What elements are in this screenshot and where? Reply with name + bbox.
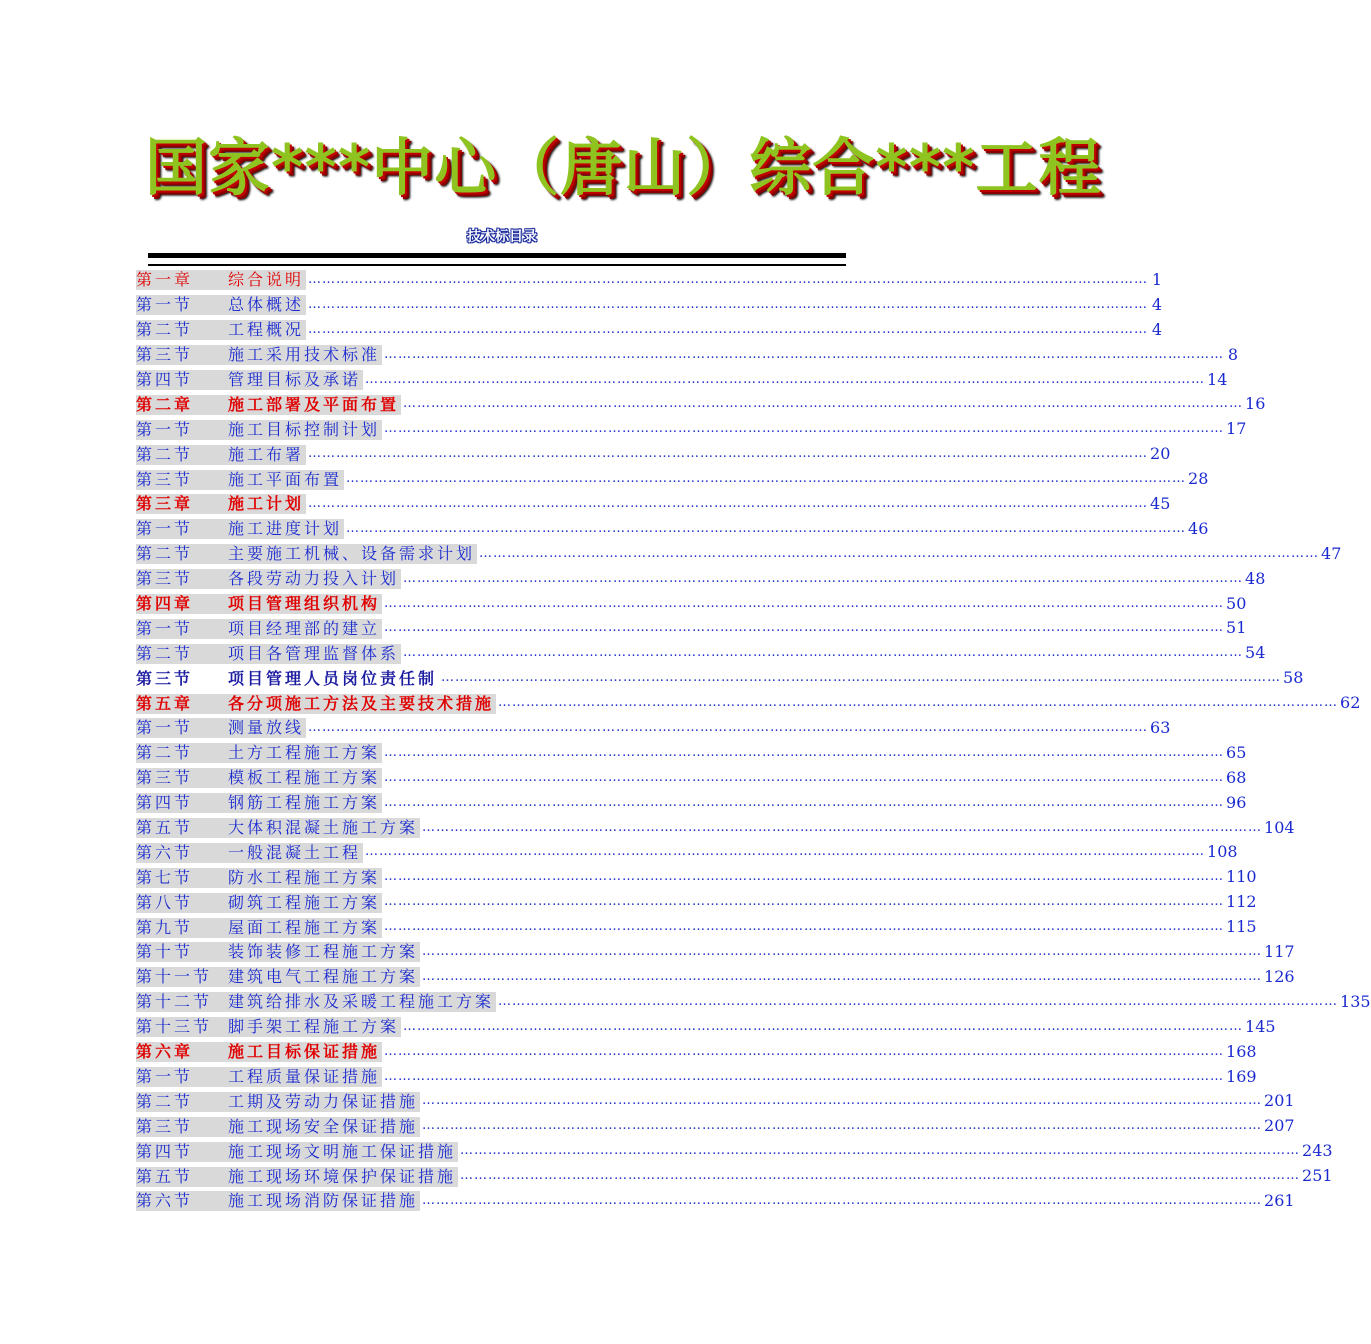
- toc-entry-number: 第三节: [136, 768, 194, 788]
- toc-page-number: 65: [1226, 742, 1247, 762]
- toc-page-number: 47: [1321, 543, 1342, 563]
- toc-entry-text: 施工部署及平面布置: [228, 394, 400, 414]
- toc-entry-text: 防水工程施工方案: [228, 867, 381, 887]
- toc-entry-label: [136, 1092, 420, 1112]
- toc-entry-label: [136, 1191, 420, 1211]
- toc-section-row[interactable]: [136, 1139, 1333, 1164]
- toc-page-number: 126: [1264, 966, 1295, 986]
- toc-page-number: 68: [1226, 767, 1247, 787]
- toc-leader-dots: ………………………………………………………………………………………………………………………………………………………………: [403, 1018, 1244, 1034]
- toc-section-row[interactable]: [136, 542, 1342, 567]
- toc-page-number: 135: [1340, 991, 1371, 1011]
- toc-entry-label: [136, 619, 382, 639]
- toc-section-row[interactable]: [136, 791, 1247, 816]
- toc-entry-label: [136, 942, 420, 962]
- toc-section-row[interactable]: [136, 343, 1239, 368]
- toc-entry-text: 项目管理组织机构: [228, 594, 381, 614]
- toc-entry-label: [136, 718, 306, 738]
- toc-leader-dots: ………………………………………………………………………………………………………………………………………………………………: [403, 570, 1244, 586]
- toc-page-number: 108: [1207, 842, 1238, 862]
- toc-leader-dots: ………………………………………………………………………………………………………………………………………………………………: [498, 993, 1339, 1009]
- toc-leader-dots: ………………………………………………………………………………………………………………………………………………………………: [422, 1118, 1263, 1134]
- toc-page-number: 207: [1264, 1116, 1295, 1136]
- toc-entry-number: 第五节: [136, 1166, 194, 1186]
- toc-entry-label: [136, 918, 382, 938]
- toc-section-row[interactable]: [136, 467, 1209, 492]
- toc-entry-label: [136, 544, 477, 564]
- toc-leader-dots: ………………………………………………………………………………………………………………………………………………………………: [460, 1143, 1301, 1159]
- toc-page-number: 243: [1302, 1141, 1333, 1161]
- toc-chapter-row[interactable]: [136, 691, 1361, 716]
- toc-entry-text: 模板工程施工方案: [228, 768, 381, 788]
- toc-entry-label: [136, 694, 496, 714]
- toc-entry-text: 钢筋工程施工方案: [228, 793, 381, 813]
- toc-page-number: 28: [1188, 469, 1209, 489]
- toc-entry-text: 屋面工程施工方案: [228, 917, 381, 937]
- toc-section-row[interactable]: [136, 741, 1247, 766]
- toc-entry-text: 项目经理部的建立: [228, 618, 381, 638]
- table-of-contents: [136, 268, 1371, 1214]
- toc-section-row[interactable]: [136, 865, 1257, 890]
- toc-page-number: 115: [1226, 917, 1257, 937]
- toc-leader-dots: ………………………………………………………………………………………………………………………………………………………………: [308, 321, 1149, 337]
- toc-section-row[interactable]: [136, 840, 1238, 865]
- toc-entry-number: 第一节: [136, 519, 194, 539]
- toc-page-number: 112: [1226, 892, 1257, 912]
- toc-entry-label: [136, 320, 306, 340]
- toc-entry-number: 第十节: [136, 942, 194, 962]
- toc-leader-dots: ………………………………………………………………………………………………………………………………………………………………: [403, 396, 1244, 412]
- toc-page-number: 58: [1283, 668, 1304, 688]
- header-rule-thin: [148, 264, 846, 266]
- toc-entry-label: [136, 395, 401, 415]
- toc-entry-label: [136, 295, 306, 315]
- toc-entry-number: 第十二节: [136, 992, 213, 1012]
- toc-entry-text: 工程质量保证措施: [228, 1066, 381, 1086]
- toc-entry-label: [136, 843, 363, 863]
- toc-page-number: 54: [1245, 643, 1266, 663]
- toc-leader-dots: ………………………………………………………………………………………………………………………………………………………………: [384, 769, 1225, 785]
- toc-page-number: 145: [1245, 1016, 1276, 1036]
- toc-section-row[interactable]: [136, 1114, 1295, 1139]
- toc-entry-number: 第五章: [136, 693, 194, 713]
- toc-entry-number: 第一节: [136, 419, 194, 439]
- toc-section-row[interactable]: [136, 990, 1371, 1015]
- toc-chapter-row[interactable]: [136, 268, 1163, 293]
- toc-entry-number: 第六节: [136, 1191, 194, 1211]
- toc-entry-text: 建筑给排水及采暖工程施工方案: [228, 992, 495, 1012]
- toc-entry-number: 第五节: [136, 818, 194, 838]
- toc-entry-text: 施工计划: [228, 494, 305, 514]
- toc-entry-number: 第二节: [136, 320, 194, 340]
- toc-leader-dots: ………………………………………………………………………………………………………………………………………………………………: [365, 844, 1206, 860]
- toc-section-row[interactable]: [136, 766, 1247, 791]
- toc-leader-dots: ………………………………………………………………………………………………………………………………………………………………: [403, 645, 1244, 661]
- toc-leader-dots: ………………………………………………………………………………………………………………………………………………………………: [384, 869, 1225, 885]
- toc-entry-text: 施工现场环境保护保证措施: [228, 1166, 457, 1186]
- toc-section-row[interactable]: [136, 1015, 1276, 1040]
- toc-entry-number: 第一节: [136, 295, 194, 315]
- toc-entry-number: 第十三节: [136, 1017, 213, 1037]
- toc-leader-dots: ………………………………………………………………………………………………………………………………………………………………: [384, 1043, 1225, 1059]
- toc-entry-text: 施工采用技术标准: [228, 345, 381, 365]
- toc-entry-number: 第一节: [136, 1066, 194, 1086]
- toc-entry-number: 第四章: [136, 594, 194, 614]
- toc-entry-text: 施工布署: [228, 444, 305, 464]
- toc-entry-label: [136, 793, 382, 813]
- toc-leader-dots: ………………………………………………………………………………………………………………………………………………………………: [308, 272, 1149, 287]
- toc-entry-label: [136, 1067, 382, 1087]
- toc-section-row[interactable]: [136, 293, 1163, 318]
- toc-leader-dots: ………………………………………………………………………………………………………………………………………………………………: [384, 620, 1225, 636]
- toc-entry-number: 第二章: [136, 394, 194, 414]
- toc-section-row[interactable]: [136, 1164, 1333, 1189]
- toc-entry-number: 第二节: [136, 1091, 194, 1111]
- toc-leader-dots: ………………………………………………………………………………………………………………………………………………………………: [384, 919, 1225, 935]
- toc-page-number: 51: [1226, 618, 1247, 638]
- toc-leader-dots: ………………………………………………………………………………………………………………………………………………………………: [308, 720, 1149, 736]
- toc-page-number: 16: [1245, 394, 1266, 414]
- toc-chapter-row[interactable]: [136, 1040, 1257, 1065]
- toc-entry-label: [136, 1117, 420, 1137]
- toc-entry-label: [136, 594, 382, 614]
- toc-page-number: 4: [1151, 294, 1163, 314]
- toc-section-row[interactable]: [136, 517, 1209, 542]
- toc-page-number: 48: [1245, 568, 1266, 588]
- toc-leader-dots: ………………………………………………………………………………………………………………………………………………………………: [479, 545, 1320, 561]
- toc-entry-label: [136, 370, 363, 390]
- toc-entry-number: 第二节: [136, 743, 194, 763]
- toc-entry-number: 第三节: [136, 345, 194, 365]
- toc-section-row[interactable]: [136, 716, 1171, 741]
- toc-entry-text: 综合说明: [228, 270, 305, 290]
- toc-entry-text: 装饰装修工程施工方案: [228, 942, 419, 962]
- toc-entry-label: [136, 644, 401, 664]
- toc-leader-dots: ………………………………………………………………………………………………………………………………………………………………: [422, 968, 1263, 984]
- toc-leader-dots: ………………………………………………………………………………………………………………………………………………………………: [308, 496, 1149, 512]
- document-subtitle: 技术标目录: [467, 229, 537, 245]
- toc-entry-text: 工期及劳动力保证措施: [228, 1091, 419, 1111]
- toc-entry-label: [136, 470, 344, 490]
- toc-entry-number: 第九节: [136, 917, 194, 937]
- toc-entry-text: 施工目标控制计划: [228, 419, 381, 439]
- toc-leader-dots: ………………………………………………………………………………………………………………………………………………………………: [384, 595, 1225, 611]
- toc-section-row[interactable]: [136, 1189, 1295, 1214]
- toc-page-number: 62: [1340, 693, 1361, 713]
- toc-entry-number: 第三节: [136, 569, 194, 589]
- toc-page-number: 1: [1151, 270, 1163, 289]
- toc-section-row[interactable]: [136, 816, 1295, 841]
- toc-entry-text: 施工现场文明施工保证措施: [228, 1141, 457, 1161]
- toc-page-number: 63: [1150, 718, 1171, 738]
- toc-entry-label: [136, 494, 306, 514]
- toc-entry-label: [136, 1042, 382, 1062]
- toc-entry-number: 第四节: [136, 1141, 194, 1161]
- toc-entry-text: 各段劳动力投入计划: [228, 569, 400, 589]
- toc-section-row[interactable]: [136, 965, 1295, 990]
- toc-entry-number: 第二节: [136, 444, 194, 464]
- toc-leader-dots: ………………………………………………………………………………………………………………………………………………………………: [384, 894, 1225, 910]
- toc-entry-label: [136, 569, 401, 589]
- toc-section-row[interactable]: [136, 915, 1257, 940]
- toc-leader-dots: ………………………………………………………………………………………………………………………………………………………………: [384, 744, 1225, 760]
- toc-entry-text: 砌筑工程施工方案: [228, 892, 381, 912]
- toc-entry-text: 土方工程施工方案: [228, 743, 381, 763]
- toc-entry-number: 第七节: [136, 867, 194, 887]
- toc-entry-label: [136, 420, 382, 440]
- toc-page-number: 50: [1226, 593, 1247, 613]
- toc-entry-text: 工程概况: [228, 320, 305, 340]
- toc-leader-dots: ………………………………………………………………………………………………………………………………………………………………: [422, 1093, 1263, 1109]
- toc-entry-label: [136, 992, 496, 1012]
- toc-leader-dots: ………………………………………………………………………………………………………………………………………………………………: [384, 1068, 1225, 1084]
- toc-leader-dots: ………………………………………………………………………………………………………………………………………………………………: [422, 1192, 1263, 1208]
- toc-entry-text: 一般混凝土工程: [228, 842, 362, 862]
- toc-entry-number: 第八节: [136, 892, 194, 912]
- toc-entry-text: 项目管理人员岗位责任制: [228, 668, 438, 688]
- toc-leader-dots: ………………………………………………………………………………………………………………………………………………………………: [460, 1168, 1301, 1184]
- toc-entry-label: [136, 743, 382, 763]
- toc-entry-label: [136, 1142, 458, 1162]
- toc-entry-text: 管理目标及承诺: [228, 370, 362, 389]
- toc-page-number: 110: [1226, 867, 1257, 887]
- toc-entry-text: 建筑电气工程施工方案: [228, 967, 419, 987]
- toc-page-number: 201: [1264, 1091, 1295, 1111]
- toc-entry-number: 第二节: [136, 544, 194, 564]
- toc-entry-text: 施工进度计划: [228, 519, 343, 539]
- toc-entry-number: 第三节: [136, 668, 194, 688]
- toc-page-number: 45: [1150, 494, 1171, 514]
- toc-section-row[interactable]: [136, 1065, 1257, 1090]
- toc-entry-text: 施工现场安全保证措施: [228, 1116, 419, 1136]
- toc-section-row[interactable]: [136, 442, 1171, 467]
- toc-entry-label: [136, 868, 382, 888]
- toc-section-row[interactable]: [136, 1089, 1295, 1114]
- toc-entry-number: 第六章: [136, 1042, 194, 1062]
- toc-page-number: 169: [1226, 1066, 1257, 1086]
- toc-entry-label: [136, 1167, 458, 1187]
- toc-page-number: 104: [1264, 817, 1295, 837]
- toc-entry-label: [136, 669, 439, 689]
- toc-entry-text: 施工现场消防保证措施: [228, 1191, 419, 1211]
- toc-entry-label: [136, 519, 344, 539]
- toc-chapter-row[interactable]: [136, 492, 1171, 517]
- toc-entry-number: 第一章: [136, 270, 194, 290]
- toc-entry-label: [136, 445, 306, 465]
- toc-page-number: 261: [1264, 1190, 1295, 1210]
- toc-entry-label: [136, 967, 420, 987]
- toc-leader-dots: ………………………………………………………………………………………………………………………………………………………………: [422, 944, 1263, 960]
- toc-section-row[interactable]: [136, 417, 1247, 442]
- toc-section-row[interactable]: [136, 641, 1266, 666]
- toc-leader-dots: ………………………………………………………………………………………………………………………………………………………………: [441, 670, 1282, 686]
- toc-section-row[interactable]: [136, 940, 1295, 965]
- toc-entry-label: [136, 270, 306, 290]
- toc-leader-dots: ………………………………………………………………………………………………………………………………………………………………: [346, 471, 1187, 487]
- toc-entry-number: 第二节: [136, 643, 194, 663]
- toc-page-number: 4: [1151, 319, 1163, 339]
- toc-page-number: 117: [1264, 942, 1295, 962]
- toc-entry-number: 第三章: [136, 494, 194, 514]
- toc-section-row[interactable]: [136, 318, 1163, 343]
- toc-entry-label: [136, 768, 382, 788]
- toc-entry-number: 第三节: [136, 1116, 194, 1136]
- header-rule-thick: [148, 253, 846, 258]
- toc-page-number: 46: [1188, 518, 1209, 538]
- toc-entry-text: 各分项施工方法及主要技术措施: [228, 693, 495, 713]
- toc-entry-number: 第六节: [136, 842, 194, 862]
- toc-page-number: 168: [1226, 1041, 1257, 1061]
- toc-entry-label: [136, 893, 382, 913]
- toc-section-row[interactable]: [136, 616, 1247, 641]
- toc-entry-text: 大体积混凝土施工方案: [228, 818, 419, 838]
- toc-section-row[interactable]: [136, 890, 1257, 915]
- toc-leader-dots: ………………………………………………………………………………………………………………………………………………………………: [498, 695, 1339, 711]
- toc-page-number: 251: [1302, 1166, 1333, 1186]
- toc-page-number: 17: [1226, 419, 1247, 439]
- toc-leader-dots: ………………………………………………………………………………………………………………………………………………………………: [346, 520, 1187, 536]
- toc-entry-text: 施工平面布置: [228, 469, 343, 489]
- toc-leader-dots: ………………………………………………………………………………………………………………………………………………………………: [308, 446, 1149, 462]
- toc-entry-label: [136, 1017, 401, 1037]
- document-title: 国家***中心（唐山）综合***工程: [145, 131, 1102, 204]
- toc-leader-dots: ………………………………………………………………………………………………………………………………………………………………: [384, 421, 1225, 437]
- toc-entry-text: 测量放线: [228, 718, 305, 738]
- toc-entry-label: [136, 345, 382, 365]
- toc-entry-text: 主要施工机械、设备需求计划: [228, 544, 476, 564]
- toc-entry-label: [136, 818, 420, 838]
- toc-chapter-row[interactable]: [136, 392, 1266, 417]
- toc-entry-text: 脚手架工程施工方案: [228, 1017, 400, 1037]
- toc-page-number: 96: [1226, 792, 1247, 812]
- toc-section-row[interactable]: [136, 567, 1266, 592]
- toc-leader-dots: ………………………………………………………………………………………………………………………………………………………………: [384, 346, 1225, 362]
- toc-entry-number: 第一节: [136, 618, 194, 638]
- toc-leader-dots: ………………………………………………………………………………………………………………………………………………………………: [384, 794, 1225, 810]
- toc-page-number: 14: [1207, 369, 1228, 389]
- toc-page-number: 8: [1227, 344, 1239, 364]
- toc-entry-number: 第一节: [136, 718, 194, 738]
- toc-leader-dots: ………………………………………………………………………………………………………………………………………………………………: [308, 296, 1149, 312]
- toc-entry-text: 项目各管理监督体系: [228, 643, 400, 663]
- toc-entry-number: 第四节: [136, 793, 194, 813]
- toc-entry-number: 第三节: [136, 469, 194, 489]
- toc-entry-text: 施工目标保证措施: [228, 1042, 381, 1062]
- toc-leader-dots: ………………………………………………………………………………………………………………………………………………………………: [422, 819, 1263, 835]
- toc-leader-dots: ………………………………………………………………………………………………………………………………………………………………: [365, 371, 1206, 387]
- toc-chapter-row[interactable]: [136, 592, 1247, 617]
- toc-entry-number: 第十一节: [136, 967, 213, 987]
- toc-page-number: 20: [1150, 444, 1171, 464]
- toc-section-row[interactable]: [136, 368, 1228, 393]
- toc-entry-number: 第四节: [136, 370, 194, 389]
- toc-entry-text: 总体概述: [228, 295, 305, 315]
- toc-chapter-row[interactable]: [136, 666, 1304, 691]
